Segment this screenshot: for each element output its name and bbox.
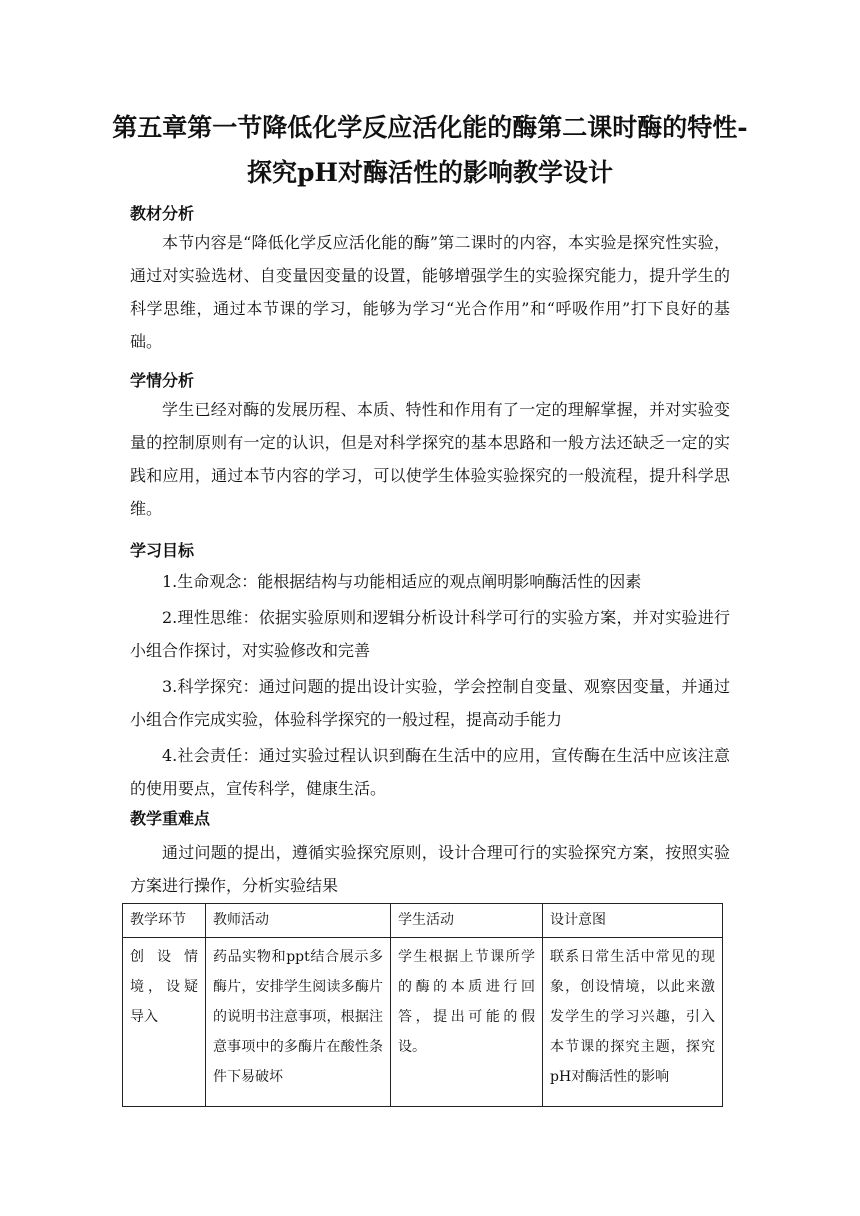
- table-cell-teacher-activity: 药品实物和ppt结合展示多酶片，安排学生阅读多酶片的说明书注意事项，根据注意事项中的多酶片在酸性条件下易破坏: [206, 938, 391, 1107]
- table-header-cell: 教师活动: [206, 904, 391, 938]
- section-text-students: 学生已经对酶的发展历程、本质、特性和作用有了一定的理解掌握，并对实验变量的控制原则有一定的认识，但是对科学探究的基本思路和一般方法还缺乏一定的实践和应用，通过本节内容的学习，可以使学生体验实验探究的一般流程，提升科学思维。: [130, 400, 730, 518]
- table-row: [123, 938, 723, 1107]
- section-text-keypoints: 通过问题的提出，遵循实验探究原则，设计合理可行的实验探究方案，按照实验方案进行操作，分析实验结果: [130, 843, 730, 895]
- section-heading-goals: 学习目标: [130, 541, 195, 560]
- goal-item-4: 4.社会责任：通过实验过程认识到酶在生活中的应用，宣传酶在生活中应该注意的使用要点，宣传科学，健康生活。: [130, 746, 730, 798]
- table-header-cell: 学生活动: [391, 904, 543, 938]
- goal-item-2: 2.理性思维：依据实验原则和逻辑分析设计科学可行的实验方案，并对实验进行小组合作探讨，对实验修改和完善: [130, 608, 730, 660]
- section-heading-keypoints: 教学重难点: [130, 809, 211, 828]
- document-title-line-2: 探究pH对酶活性的影响教学设计: [246, 158, 614, 187]
- goal-item-3: 3.科学探究：通过问题的提出设计实验，学会控制自变量、观察因变量，并通过小组合作完成实验，体验科学探究的一般过程，提高动手能力: [130, 677, 730, 729]
- table-cell-student-activity: 学生根据上节课所学的酶的本质进行回答，提出可能的假设。: [391, 938, 543, 1107]
- teaching-plan-table: [122, 903, 723, 1107]
- section-text-material: 本节内容是“降低化学反应活化能的酶”第二课时的内容，本实验是探究性实验，通过对实验选材、自变量因变量的设置，能够增强学生的实验探究能力，提升学生的科学思维，通过本节课的学习，能够为学习“光合作用”和“呼吸作用”打下良好的基础。: [130, 233, 730, 351]
- table-header-cell: 设计意图: [543, 904, 723, 938]
- table-header-row: [123, 904, 723, 938]
- section-heading-material: 教材分析: [130, 204, 195, 223]
- table-cell-design-intent: 联系日常生活中常见的现象，创设情境，以此来激发学生的学习兴趣，引入本节课的探究主题，探究pH对酶活性的影响: [543, 938, 723, 1107]
- section-heading-students: 学情分析: [130, 371, 195, 390]
- table-header-cell: 教学环节: [123, 904, 206, 938]
- goal-item-1: 1.生命观念：能根据结构与功能相适应的观点阐明影响酶活性的因素: [162, 572, 642, 591]
- document-title-line-1: 第五章第一节降低化学反应活化能的酶第二课时酶的特性-: [112, 113, 748, 142]
- table-cell-stage: 创设情境，设疑导入: [123, 938, 206, 1107]
